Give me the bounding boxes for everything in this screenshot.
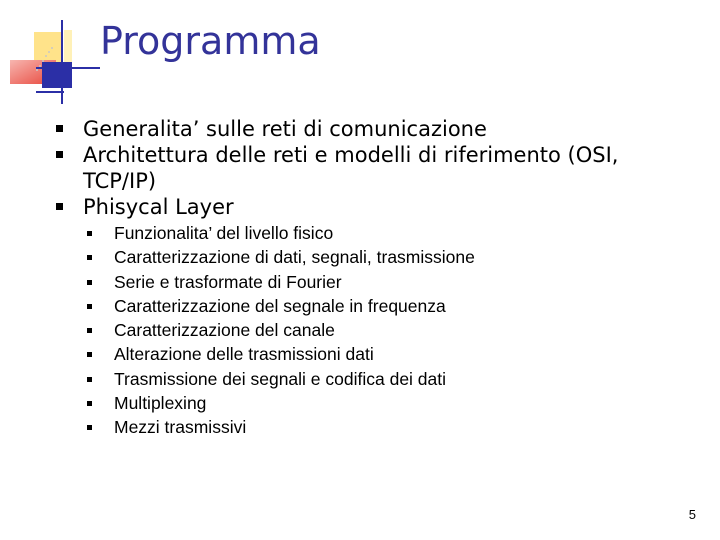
sub-bullet-text: Serie e trasformate di Fourier <box>114 271 342 292</box>
sub-bullet-text: Alterazione delle trasmissioni dati <box>114 344 374 365</box>
small-square-bullet-icon <box>87 304 92 309</box>
square-bullet-icon <box>56 151 63 158</box>
sub-bullet-item <box>83 245 656 269</box>
sub-bullet-text: Multiplexing <box>114 393 207 414</box>
small-square-bullet-icon <box>87 377 92 382</box>
bullet-text: Architettura delle reti e modelli di riferimento (OSI, TCP/IP) <box>83 143 619 193</box>
bullet-item <box>56 142 656 194</box>
small-square-bullet-icon <box>87 328 92 333</box>
sub-bullet-text: Trasmissione dei segnali e codifica dei dati <box>114 368 447 389</box>
sub-bullet-text: Caratterizzazione di dati, segnali, trasmissione <box>114 247 475 268</box>
small-square-bullet-icon <box>87 401 92 406</box>
bullet-text: Phisycal Layer <box>83 195 234 219</box>
bullet-text: Generalita’ sulle reti di comunicazione <box>83 117 487 141</box>
slide-title: Programma <box>100 19 321 63</box>
sub-bullet-list <box>83 221 656 440</box>
small-square-bullet-icon <box>87 255 92 260</box>
small-square-bullet-icon <box>87 425 92 430</box>
sub-bullet-text: Funzionalita’ del livello fisico <box>114 223 334 243</box>
sub-bullet-text: Caratterizzazione del canale <box>114 320 335 341</box>
small-square-bullet-icon <box>87 231 92 236</box>
small-square-bullet-icon <box>87 352 92 357</box>
bullet-item <box>56 194 656 440</box>
sub-bullet-item <box>83 367 656 391</box>
bullet-item <box>56 116 656 142</box>
square-bullet-icon <box>56 203 63 210</box>
main-bullet-list <box>56 116 656 440</box>
sub-bullet-item <box>83 270 656 294</box>
sub-bullet-item <box>83 391 656 415</box>
sub-bullet-text: Mezzi trasmissivi <box>114 417 247 438</box>
sub-bullet-item <box>83 221 656 245</box>
small-square-bullet-icon <box>87 280 92 285</box>
sub-bullet-item <box>83 342 656 366</box>
logo-blue-square <box>42 62 72 88</box>
sub-bullet-item <box>83 318 656 342</box>
square-bullet-icon <box>56 125 63 132</box>
sub-bullet-text: Caratterizzazione del segnale in frequenza <box>114 295 446 316</box>
decorative-squares-logo <box>0 0 110 110</box>
page-number: 5 <box>688 507 696 522</box>
sub-bullet-item <box>83 415 656 439</box>
sub-bullet-item <box>83 294 656 318</box>
